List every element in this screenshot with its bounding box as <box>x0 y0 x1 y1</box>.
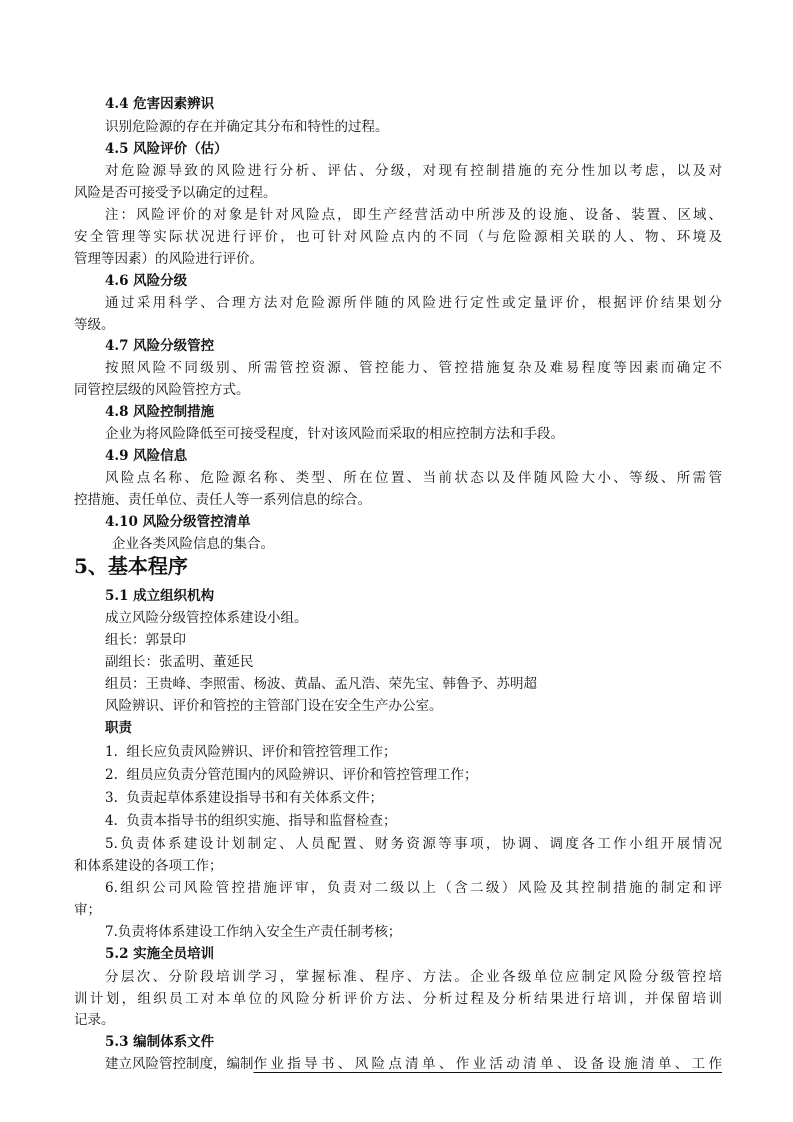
section-4-10-heading: 4.10 风险分级管控清单 <box>105 514 251 530</box>
paragraph: 通过采用科学、合理方法对危险源所伴随的风险进行定性或定量评价，根据评价结果划分 <box>105 295 722 311</box>
duties-heading: 职责 <box>105 720 132 736</box>
paragraph: 风险辨识、评价和管控的主管部门设在安全生产办公室。 <box>105 698 443 714</box>
paragraph: 成立风险分级管控体系建设小组。 <box>105 610 308 626</box>
section-4-4-heading: 4.4 危害因素辨识 <box>105 96 215 112</box>
section-5-2-heading: 5.2 实施全员培训 <box>105 946 215 962</box>
paragraph: 等级。 <box>74 317 115 333</box>
section-4-7-heading: 4.7 风险分级管控 <box>105 338 215 354</box>
team-members: 组员：王贵峰、李照雷、杨波、黄晶、孟凡浩、荣先宝、韩鲁予、苏明超 <box>105 676 537 692</box>
paragraph: 企业各类风险信息的集合。 <box>112 536 274 552</box>
paragraph: 对危险源导致的风险进行分析、评估、分级，对现有控制措施的充分性加以考虑，以及对 <box>105 163 722 179</box>
duty-item: 1. 组长应负责风险辨识、评价和管控管理工作； <box>105 744 397 760</box>
paragraph <box>105 1054 722 1074</box>
paragraph: 训计划，组织员工对本单位的风险分析评价方法、分析过程及分析结果进行培训，并保留培训 <box>74 991 722 1007</box>
note: 安全管理等实际状况进行评价，也可针对风险点内的不同（与危险源相关联的人、物、环境及 <box>74 229 722 245</box>
paragraph: 记录。 <box>74 1012 115 1028</box>
paragraph: 分层次、分阶段培训学习，掌握标准、程序、方法。企业各级单位应制定风险分级管控培 <box>105 969 722 985</box>
duty-item: 3. 负责起草体系建设指导书和有关体系文件； <box>105 790 383 806</box>
paragraph: 识别危险源的存在并确定其分布和特性的过程。 <box>105 119 389 135</box>
paragraph: 风险点名称、危险源名称、类型、所在位置、当前状态以及伴随风险大小、等级、所需管 <box>105 470 722 486</box>
paragraph-text: 建立风险管控制度，编制 <box>105 1056 254 1072</box>
duty-item: 4. 负责本指导书的组织实施、指导和监督检查； <box>105 813 397 829</box>
section-4-9-heading: 4.9 风险信息 <box>105 448 188 464</box>
note: 注：风险评价的对象是针对风险点，即生产经营活动中所涉及的设施、设备、装置、区域、 <box>105 207 722 223</box>
duty-item: 2. 组员应负责分管范围内的风险辨识、评价和管控管理工作； <box>105 767 478 783</box>
underlined-document-list: 作业指导书、风险点清单、作业活动清单、设备设施清单、工作 <box>253 1056 722 1072</box>
chapter-5-heading: 5、基本程序 <box>74 554 188 578</box>
section-4-5-heading: 4.5 风险评价（估） <box>105 141 228 157</box>
team-leader: 组长：郭景印 <box>105 632 186 648</box>
section-5-1-heading: 5.1 成立组织机构 <box>105 588 215 604</box>
section-4-8-heading: 4.8 风险控制措施 <box>105 404 215 420</box>
paragraph: 企业为将风险降低至可接受程度，针对该风险而采取的相应控制方法和手段。 <box>105 426 564 442</box>
note: 管理等因素）的风险进行评价。 <box>74 251 263 267</box>
section-4-6-heading: 4.6 风险分级 <box>105 273 188 289</box>
duty-item: 7.负责将体系建设工作纳入安全生产责任制考核； <box>105 924 402 940</box>
paragraph: 风险是否可接受予以确定的过程。 <box>74 185 277 201</box>
paragraph: 控措施、责任单位、责任人等一系列信息的综合。 <box>74 492 371 508</box>
duty-item: 6.组织公司风险管控措施评审，负责对二级以上（含二级）风险及其控制措施的制定和评 <box>105 880 722 896</box>
duty-item: 和体系建设的各项工作； <box>74 858 223 874</box>
deputy-leaders: 副组长：张孟明、董延民 <box>105 654 254 670</box>
section-5-3-heading: 5.3 编制体系文件 <box>105 1034 215 1050</box>
duty-item: 5.负责体系建设计划制定、人员配置、财务资源等事项，协调、调度各工作小组开展情况 <box>105 836 722 852</box>
paragraph: 按照风险不同级别、所需管控资源、管控能力、管控措施复杂及难易程度等因素而确定不 <box>105 360 722 376</box>
paragraph: 同管控层级的风险管控方式。 <box>74 382 250 398</box>
duty-item: 审； <box>74 902 101 918</box>
